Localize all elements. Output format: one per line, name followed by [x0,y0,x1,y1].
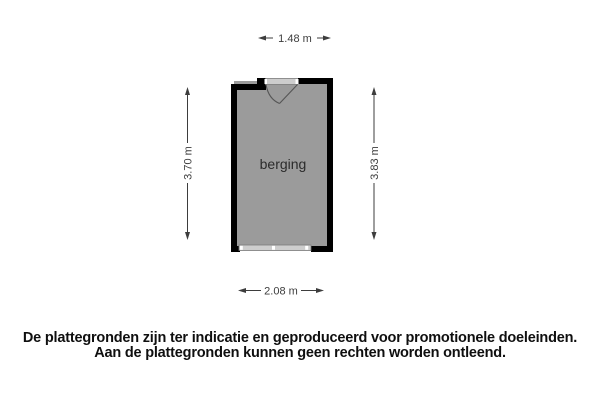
window-icon [239,245,311,251]
arrow-up-icon [185,87,190,95]
disclaimer-line-2: Aan de plattegronden kunnen geen rechten worden ontleend. [94,345,506,361]
dimension-top [258,33,331,45]
door-panel [266,79,298,85]
dimension-left-label: 3.70 m [182,146,195,180]
arrow-down-icon [185,232,190,240]
dimension-bottom-label: 2.08 m [264,285,298,298]
door-jamb-right [296,79,299,84]
wall-bottom-right [311,246,333,252]
window-tick-right [305,246,308,250]
arrow-up-icon [372,87,377,95]
arrow-right-icon [323,36,331,41]
arrow-left-icon [258,36,266,41]
arrow-left-icon [238,288,246,293]
dimension-top-label: 1.48 m [278,33,312,45]
disclaimer [0,331,600,361]
dimension-bottom [238,286,324,298]
window-tick-middle [272,246,275,250]
room-label: berging [259,156,307,172]
door-jamb-left [265,79,268,84]
wall-right [327,78,333,252]
dimension-right-label: 3.83 m [369,146,381,180]
dimension-left [183,87,195,240]
arrow-right-icon [316,288,324,293]
arrow-down-icon [372,232,377,240]
window-tick-left [240,246,243,250]
dimension-right [369,87,381,240]
wall-left [231,84,237,252]
room-berging [231,78,333,252]
disclaimer-line-1: De plattegronden zijn ter indicatie en geproduceerd voor promotionele doeleinden. [22,330,578,346]
